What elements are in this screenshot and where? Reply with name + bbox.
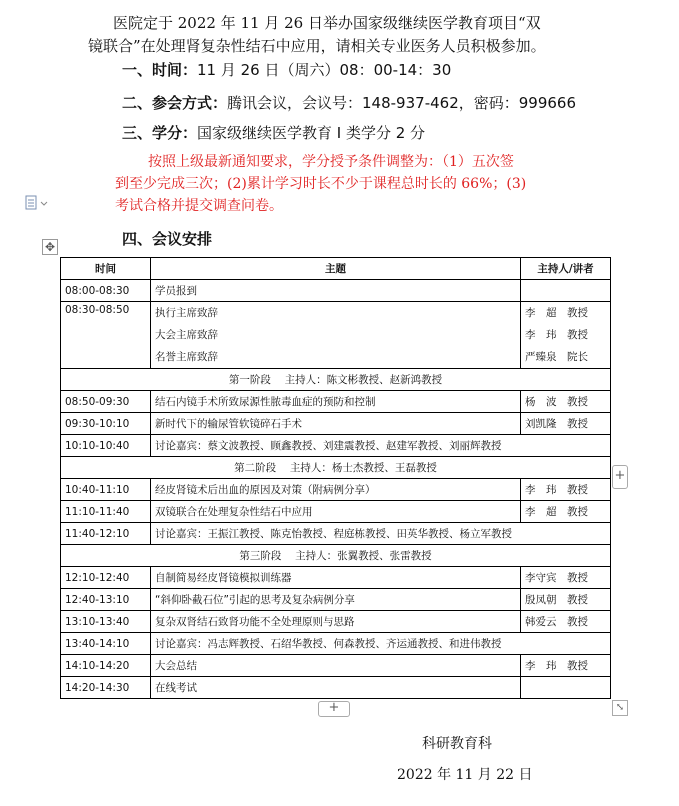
paste-options-icon[interactable] [24,195,64,211]
host-line: 严臻泉 院长 [525,351,588,363]
cell-topic: 自制简易经皮肾镜模拟训练器 [151,567,521,589]
table-row [61,435,611,457]
cell-time: 13:40-14:10 [61,633,151,655]
cell-topic: 在线考试 [151,677,521,699]
header-time: 时间 [61,258,151,280]
stage-cell: 第一阶段 主持人：陈文彬教授、赵新鸿教授 [61,369,611,391]
table-row [61,567,611,589]
section-credit-value: 国家级继续医学教育 I 类学分 2 分 [197,124,426,142]
cell-discussion: 讨论嘉宾：冯志辉教授、石绍华教授、何森教授、齐运通教授、和进伟教授 [151,633,611,655]
table-row [61,280,611,302]
table-row [61,633,611,655]
stage-row [61,369,611,391]
table-row [61,677,611,699]
cell-host [521,280,611,302]
signature-dept: 科研教育科 [422,736,492,752]
section-method-value: 腾讯会议，会议号：148-937-462，密码：999666 [227,94,576,112]
cell-host [521,677,611,699]
cell-time: 10:10-10:40 [61,435,151,457]
cell-time: 11:10-11:40 [61,501,151,523]
stage-cell: 第三阶段 主持人：张翼教授、张雷教授 [61,545,611,567]
table-row [61,302,611,369]
cell-topic [151,302,521,369]
table-row [61,413,611,435]
section-time-label: 一、时间： [122,61,198,79]
cell-time: 14:20-14:30 [61,677,151,699]
table-row [61,479,611,501]
schedule-table [60,257,611,699]
cell-discussion: 讨论嘉宾：王振江教授、陈克怡教授、程庭栋教授、田英华教授、杨立军教授 [151,523,611,545]
intro-line-2: 镜联合”在处理肾复杂性结石中应用，请相关专业医务人员积极参加。 [88,37,546,55]
table-row [61,391,611,413]
table-row [61,589,611,611]
section-agenda [122,228,212,249]
cell-topic: 经皮肾镜术后出血的原因及对策（附病例分享） [151,479,521,501]
cell-host: 李 玮 教授 [521,479,611,501]
cell-topic: 新时代下的输尿管软镜碎石手术 [151,413,521,435]
stage-row [61,545,611,567]
table-row [61,611,611,633]
table-row [61,523,611,545]
table-move-handle[interactable]: ✥ [42,239,58,255]
notice-line-3: 考试合格并提交调查问卷。 [115,198,283,214]
stage-row [61,457,611,479]
cell-topic: 学员报到 [151,280,521,302]
section-time [122,59,451,80]
section-method [122,92,576,113]
cell-time: 10:40-11:10 [61,479,151,501]
section-credit-label: 三、学分： [122,124,198,142]
cell-host: 李 超 教授 [521,501,611,523]
table-row [61,501,611,523]
signature-date: 2022 年 11 月 22 日 [397,767,533,783]
notice-line-1: 按照上级最新通知要求，学分授予条件调整为：（1）五次签 [148,154,514,170]
host-line: 李 玮 教授 [525,329,588,341]
intro-line-1: 医院定于 2022 年 11 月 26 日举办国家级继续医学教育项目“双 [113,14,541,32]
cell-topic: 结石内镜手术所致尿源性脓毒血症的预防和控制 [151,391,521,413]
cell-time: 09:30-10:10 [61,413,151,435]
notice-line-2: 到至少完成三次；(2)累计学习时长不少于课程总时长的 66%；(3) [115,176,527,192]
host-line: 李 超 教授 [525,307,588,319]
cell-time: 12:40-13:10 [61,589,151,611]
cell-host: 刘凯隆 教授 [521,413,611,435]
header-host: 主持人/讲者 [521,258,611,280]
section-credit [122,122,425,143]
add-column-button[interactable]: + [612,465,628,489]
cell-host: 李守宾 教授 [521,567,611,589]
cell-time: 08:30-08:50 [61,302,151,369]
cell-host [521,302,611,369]
cell-host: 杨 波 教授 [521,391,611,413]
table-header-row [61,258,611,280]
cell-time: 11:40-12:10 [61,523,151,545]
cell-host: 韩爱云 教授 [521,611,611,633]
section-method-label: 二、参会方式： [122,94,228,112]
cell-host: 殷凤朝 教授 [521,589,611,611]
topic-line: 大会主席致辞 [155,329,218,341]
cell-time: 14:10-14:20 [61,655,151,677]
topic-line: 名誉主席致辞 [155,351,218,363]
section-time-value: 11 月 26 日（周六）08：00-14：30 [197,61,452,79]
cell-topic: “斜仰卧截石位”引起的思考及复杂病例分享 [151,589,521,611]
stage-cell: 第二阶段 主持人：杨士杰教授、王磊教授 [61,457,611,479]
cell-topic: 大会总结 [151,655,521,677]
cell-topic: 双镜联合在处理复杂性结石中应用 [151,501,521,523]
add-row-button[interactable]: + [318,701,350,717]
table-resize-handle[interactable]: ⤡ [612,700,628,716]
topic-line: 执行主席致辞 [155,307,218,319]
cell-host: 李 玮 教授 [521,655,611,677]
cell-time: 12:10-12:40 [61,567,151,589]
table-row [61,655,611,677]
section-agenda-label: 四、会议安排 [122,230,213,248]
header-topic: 主题 [151,258,521,280]
cell-discussion: 讨论嘉宾：蔡文波教授、顾鑫教授、刘建震教授、赵建军教授、刘丽辉教授 [151,435,611,457]
cell-time: 13:10-13:40 [61,611,151,633]
cell-topic: 复杂双肾结石致肾功能不全处理原则与思路 [151,611,521,633]
cell-time: 08:00-08:30 [61,280,151,302]
cell-time: 08:50-09:30 [61,391,151,413]
